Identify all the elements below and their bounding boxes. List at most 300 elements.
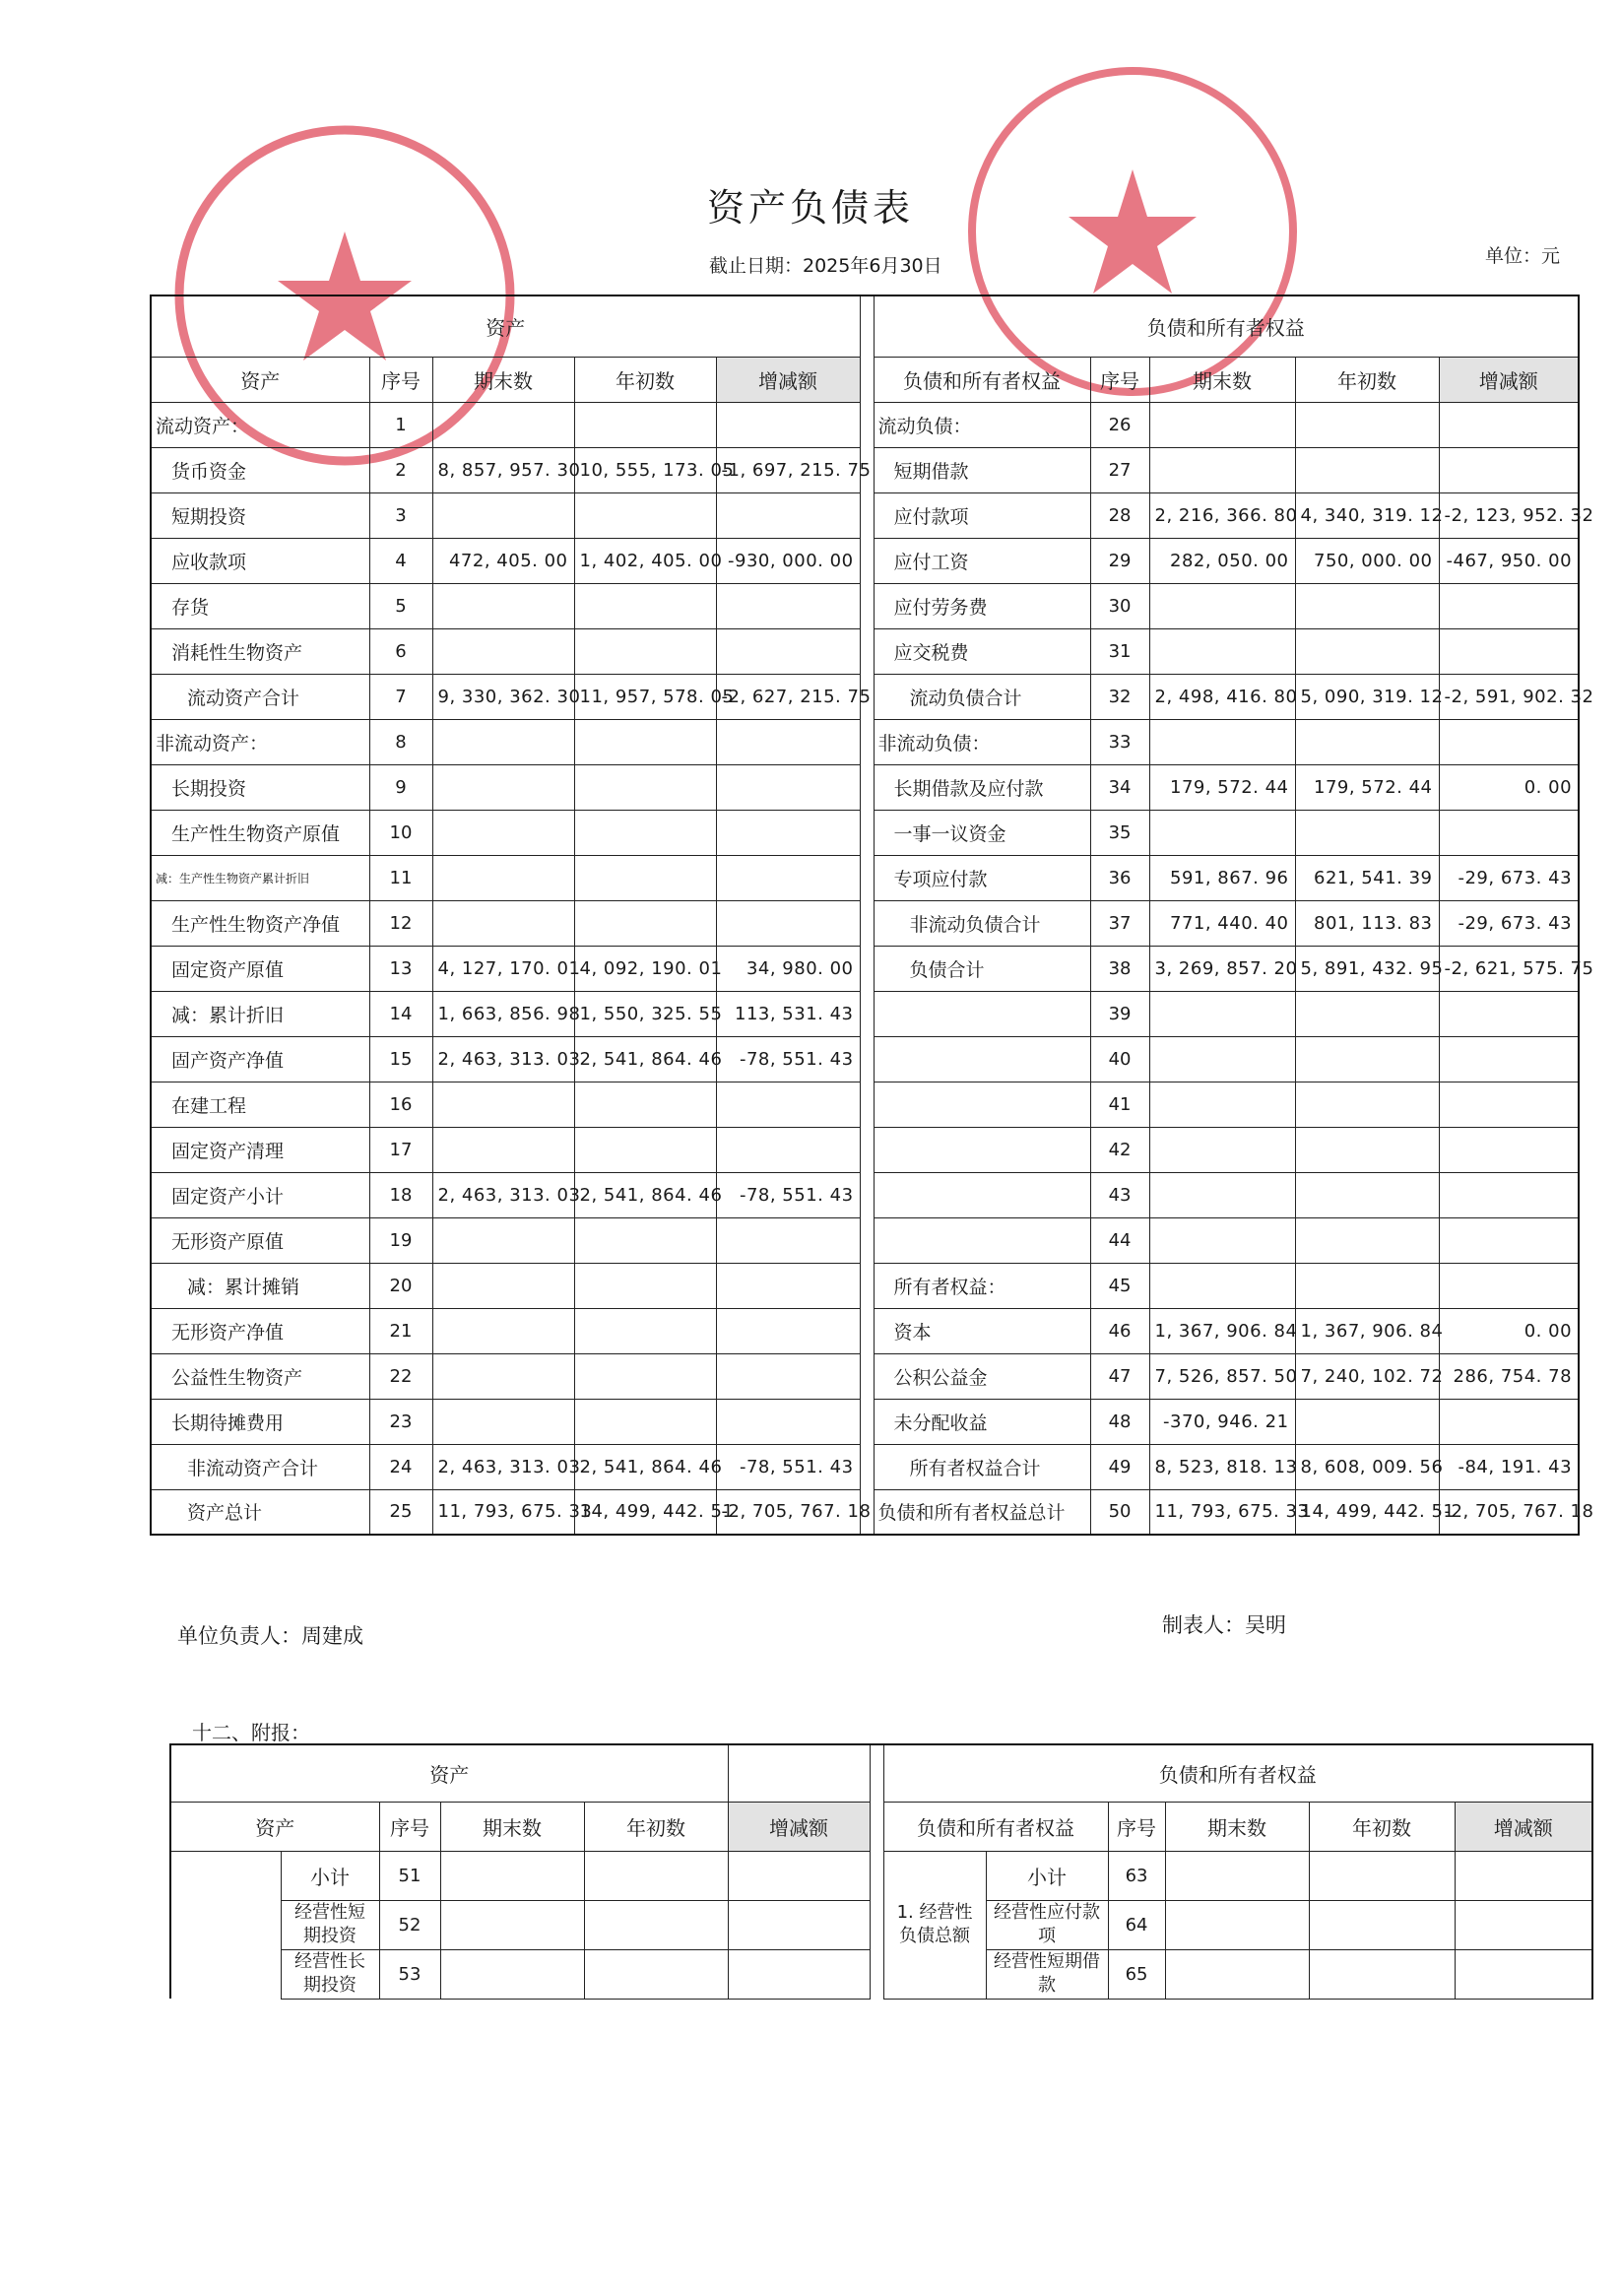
liab-end: 179, 572. 44 (1149, 764, 1295, 810)
asset-begin (574, 583, 716, 628)
supp-right-group: 1. 经营性负债总额 (883, 1851, 986, 1999)
asset-begin (574, 1217, 716, 1263)
asset-change (716, 1127, 860, 1172)
asset-change (716, 1353, 860, 1399)
asset-label: 固产资产净值 (151, 1036, 369, 1082)
asset-change: -2, 705, 767. 18 (716, 1489, 860, 1535)
asset-begin (574, 1399, 716, 1444)
liab-seq: 36 (1090, 855, 1149, 900)
liab-end: 3, 269, 857. 20 (1149, 946, 1295, 991)
supp-left-label: 小计 (281, 1851, 379, 1900)
liab-begin (1295, 1082, 1439, 1127)
liab-label: 短期借款 (874, 447, 1090, 492)
asset-label: 货币资金 (151, 447, 369, 492)
asset-begin: 11, 957, 578. 05 (574, 674, 716, 719)
liab-begin: 7, 240, 102. 72 (1295, 1353, 1439, 1399)
table-row (151, 810, 1579, 855)
asset-label: 消耗性生物资产 (151, 628, 369, 674)
liab-begin: 621, 541. 39 (1295, 855, 1439, 900)
table-row (151, 447, 1579, 492)
preparer: 制表人：吴明 (1162, 1613, 1286, 1637)
liab-change: -29, 673. 43 (1439, 900, 1579, 946)
asset-seq: 23 (369, 1399, 432, 1444)
liab-seq: 44 (1090, 1217, 1149, 1263)
asset-begin: 2, 541, 864. 46 (574, 1444, 716, 1489)
liab-begin (1295, 628, 1439, 674)
col-begin: 年初数 (1295, 357, 1439, 402)
asset-label: 短期投资 (151, 492, 369, 538)
asset-end (432, 764, 574, 810)
table-row (151, 1444, 1579, 1489)
liab-change: -84, 191. 43 (1439, 1444, 1579, 1489)
liab-begin: 179, 572. 44 (1295, 764, 1439, 810)
asset-end: 11, 793, 675. 33 (432, 1489, 574, 1535)
supp-right-label: 经营性短期借款 (986, 1949, 1108, 1999)
asset-seq: 25 (369, 1489, 432, 1535)
asset-end: 9, 330, 362. 30 (432, 674, 574, 719)
asset-end: 8, 857, 957. 30 (432, 447, 574, 492)
liab-change: -2, 123, 952. 32 (1439, 492, 1579, 538)
liab-change: -467, 950. 00 (1439, 538, 1579, 583)
asset-seq: 4 (369, 538, 432, 583)
supp-liab-group: 负债和所有者权益 (883, 1744, 1592, 1802)
liab-end (1149, 719, 1295, 764)
liab-end (1149, 1127, 1295, 1172)
liab-seq: 30 (1090, 583, 1149, 628)
liab-label: 应付款项 (874, 492, 1090, 538)
asset-begin (574, 1127, 716, 1172)
supp-col-change: 增减额 (728, 1802, 870, 1851)
liab-label: 公积公益金 (874, 1353, 1090, 1399)
asset-end (432, 719, 574, 764)
asset-seq: 15 (369, 1036, 432, 1082)
asset-label: 流动资产合计 (151, 674, 369, 719)
liab-begin (1295, 1263, 1439, 1308)
liab-label: 应付劳务费 (874, 583, 1090, 628)
asset-begin: 14, 499, 442. 51 (574, 1489, 716, 1535)
liab-begin (1295, 991, 1439, 1036)
liab-change (1439, 583, 1579, 628)
asset-seq: 1 (369, 402, 432, 447)
liab-seq: 50 (1090, 1489, 1149, 1535)
asset-change (716, 583, 860, 628)
supp-left-label: 经营性长期投资 (281, 1949, 379, 1999)
liab-begin (1295, 719, 1439, 764)
asset-end (432, 1082, 574, 1127)
asset-end (432, 402, 574, 447)
liab-seq: 43 (1090, 1172, 1149, 1217)
liab-begin: 1, 367, 906. 84 (1295, 1308, 1439, 1353)
supp-row (170, 1851, 1592, 1900)
liab-change: 0. 00 (1439, 764, 1579, 810)
liab-end: 282, 050. 00 (1149, 538, 1295, 583)
table-row (151, 1172, 1579, 1217)
asset-begin: 2, 541, 864. 46 (574, 1036, 716, 1082)
table-row (151, 1036, 1579, 1082)
liab-label (874, 1217, 1090, 1263)
supp-col-begin: 年初数 (584, 1802, 728, 1851)
liab-end (1149, 1172, 1295, 1217)
col-begin: 年初数 (574, 357, 716, 402)
liab-begin (1295, 1036, 1439, 1082)
asset-seq: 14 (369, 991, 432, 1036)
liab-end: 2, 216, 366. 80 (1149, 492, 1295, 538)
table-row (151, 1217, 1579, 1263)
liab-seq: 47 (1090, 1353, 1149, 1399)
liab-change (1439, 810, 1579, 855)
liab-change (1439, 991, 1579, 1036)
asset-end (432, 492, 574, 538)
balance-sheet-table (150, 295, 1594, 1536)
liab-end (1149, 991, 1295, 1036)
asset-end (432, 1263, 574, 1308)
asset-change (716, 402, 860, 447)
asset-begin: 10, 555, 173. 05 (574, 447, 716, 492)
table-row (151, 764, 1579, 810)
liab-begin: 750, 000. 00 (1295, 538, 1439, 583)
balance-sheet-rows (151, 402, 1594, 1535)
asset-change (716, 719, 860, 764)
liab-seq: 29 (1090, 538, 1149, 583)
asset-label: 固定资产小计 (151, 1172, 369, 1217)
liab-label: 负债合计 (874, 946, 1090, 991)
liab-change: -2, 591, 902. 32 (1439, 674, 1579, 719)
supp-col-end: 期末数 (1165, 1802, 1309, 1851)
asset-end: 2, 463, 313. 03 (432, 1036, 574, 1082)
liab-seq: 27 (1090, 447, 1149, 492)
asset-seq: 11 (369, 855, 432, 900)
asset-change (716, 1308, 860, 1353)
asset-end: 4, 127, 170. 01 (432, 946, 574, 991)
liab-seq: 46 (1090, 1308, 1149, 1353)
liab-label (874, 1172, 1090, 1217)
asset-end (432, 900, 574, 946)
liab-label: 应交税费 (874, 628, 1090, 674)
asset-end: 2, 463, 313. 03 (432, 1444, 574, 1489)
col-liab: 负债和所有者权益 (874, 357, 1090, 402)
asset-change: 34, 980. 00 (716, 946, 860, 991)
supp-col-end: 期末数 (440, 1802, 584, 1851)
asset-seq: 9 (369, 764, 432, 810)
supp-col-liab: 负债和所有者权益 (883, 1802, 1108, 1851)
asset-change (716, 1263, 860, 1308)
unit-leader: 单位负责人：周建成 (177, 1624, 363, 1648)
liab-end (1149, 583, 1295, 628)
asset-label: 存货 (151, 583, 369, 628)
liab-label: 负债和所有者权益总计 (874, 1489, 1090, 1535)
liab-change: -2, 705, 767. 18 (1439, 1489, 1579, 1535)
liab-change: -29, 673. 43 (1439, 855, 1579, 900)
asset-label: 非流动资产： (151, 719, 369, 764)
liab-seq: 28 (1090, 492, 1149, 538)
liab-label: 非流动负债合计 (874, 900, 1090, 946)
supp-col-seq: 序号 (379, 1802, 440, 1851)
table-row (151, 1263, 1579, 1308)
liab-seq: 26 (1090, 402, 1149, 447)
liab-end (1149, 1036, 1295, 1082)
table-row (151, 900, 1579, 946)
liab-change (1439, 1127, 1579, 1172)
asset-change (716, 1082, 860, 1127)
liab-label: 流动负债： (874, 402, 1090, 447)
liab-label: 所有者权益： (874, 1263, 1090, 1308)
table-row (151, 628, 1579, 674)
liab-group-header: 负债和所有者权益 (874, 295, 1579, 357)
col-seq: 序号 (1090, 357, 1149, 402)
asset-seq: 21 (369, 1308, 432, 1353)
table-row (151, 1127, 1579, 1172)
asset-begin (574, 900, 716, 946)
liab-change: 0. 00 (1439, 1308, 1579, 1353)
supp-right-label: 经营性应付款项 (986, 1900, 1108, 1949)
asset-end (432, 1308, 574, 1353)
supp-col-asset: 资产 (170, 1802, 379, 1851)
page-title: 资产负债表 (706, 186, 914, 230)
column-header-row (151, 357, 1579, 402)
asset-change: -2, 627, 215. 75 (716, 674, 860, 719)
asset-begin (574, 402, 716, 447)
supp-col-change: 增减额 (1455, 1802, 1592, 1851)
asset-begin (574, 1263, 716, 1308)
liab-end (1149, 1217, 1295, 1263)
asset-end: 472, 405. 00 (432, 538, 574, 583)
liab-end: 8, 523, 818. 13 (1149, 1444, 1295, 1489)
asset-seq: 22 (369, 1353, 432, 1399)
liab-seq: 34 (1090, 764, 1149, 810)
liab-end: 2, 498, 416. 80 (1149, 674, 1295, 719)
asset-seq: 10 (369, 810, 432, 855)
asset-label: 无形资产净值 (151, 1308, 369, 1353)
liab-seq: 48 (1090, 1399, 1149, 1444)
liab-seq: 33 (1090, 719, 1149, 764)
asset-change (716, 1399, 860, 1444)
asset-begin (574, 1308, 716, 1353)
liab-end: 1, 367, 906. 84 (1149, 1308, 1295, 1353)
asset-change: -78, 551. 43 (716, 1036, 860, 1082)
asset-label: 固定资产原值 (151, 946, 369, 991)
asset-end (432, 1353, 574, 1399)
liab-end (1149, 1082, 1295, 1127)
liab-end (1149, 810, 1295, 855)
liab-change (1439, 1172, 1579, 1217)
asset-begin (574, 855, 716, 900)
liab-seq: 49 (1090, 1444, 1149, 1489)
asset-begin: 1, 402, 405. 00 (574, 538, 716, 583)
asset-change (716, 628, 860, 674)
liab-end (1149, 628, 1295, 674)
asset-seq: 16 (369, 1082, 432, 1127)
liab-begin (1295, 1127, 1439, 1172)
table-row (151, 1353, 1579, 1399)
liab-end: 7, 526, 857. 50 (1149, 1353, 1295, 1399)
supp-assets-group: 资产 (170, 1744, 728, 1802)
asset-label: 长期待摊费用 (151, 1399, 369, 1444)
asset-seq: 6 (369, 628, 432, 674)
currency-unit: 单位：元 (1485, 245, 1561, 267)
liab-begin (1295, 810, 1439, 855)
asset-seq: 8 (369, 719, 432, 764)
asset-label: 生产性生物资产原值 (151, 810, 369, 855)
table-row (151, 1308, 1579, 1353)
table-row (151, 583, 1579, 628)
asset-change (716, 764, 860, 810)
asset-label: 长期投资 (151, 764, 369, 810)
cutoff-date: 截止日期：2025年6月30日 (709, 255, 942, 277)
supp-row (170, 1949, 1592, 1999)
col-change: 增减额 (716, 357, 860, 402)
liab-seq: 41 (1090, 1082, 1149, 1127)
asset-end (432, 1127, 574, 1172)
asset-change (716, 1217, 860, 1263)
liab-change: 286, 754. 78 (1439, 1353, 1579, 1399)
liab-begin: 4, 340, 319. 12 (1295, 492, 1439, 538)
liab-begin: 5, 090, 319. 12 (1295, 674, 1439, 719)
asset-seq: 13 (369, 946, 432, 991)
table-row (151, 492, 1579, 538)
asset-begin: 2, 541, 864. 46 (574, 1172, 716, 1217)
asset-label: 生产性生物资产净值 (151, 900, 369, 946)
asset-label: 流动资产： (151, 402, 369, 447)
asset-end: 1, 663, 856. 98 (432, 991, 574, 1036)
liab-change (1439, 1082, 1579, 1127)
col-end: 期末数 (432, 357, 574, 402)
asset-seq: 2 (369, 447, 432, 492)
liab-end: -370, 946. 21 (1149, 1399, 1295, 1444)
asset-seq: 7 (369, 674, 432, 719)
table-row (151, 538, 1579, 583)
liab-end: 11, 793, 675. 33 (1149, 1489, 1295, 1535)
asset-begin (574, 1353, 716, 1399)
liab-seq: 40 (1090, 1036, 1149, 1082)
asset-label: 应收款项 (151, 538, 369, 583)
table-row (151, 991, 1579, 1036)
asset-change (716, 900, 860, 946)
supp-left-seq: 53 (379, 1949, 440, 1999)
liab-begin (1295, 1399, 1439, 1444)
table-row (151, 1399, 1579, 1444)
asset-change (716, 492, 860, 538)
asset-begin (574, 1082, 716, 1127)
supp-right-seq: 64 (1108, 1900, 1165, 1949)
liab-label: 专项应付款 (874, 855, 1090, 900)
liab-change (1439, 719, 1579, 764)
asset-label: 无形资产原值 (151, 1217, 369, 1263)
supp-col-begin: 年初数 (1309, 1802, 1455, 1851)
liab-end (1149, 447, 1295, 492)
liab-label: 未分配收益 (874, 1399, 1090, 1444)
liab-label: 所有者权益合计 (874, 1444, 1090, 1489)
liab-begin (1295, 1172, 1439, 1217)
liab-seq: 32 (1090, 674, 1149, 719)
liab-change (1439, 447, 1579, 492)
liab-label (874, 1036, 1090, 1082)
liab-change (1439, 1036, 1579, 1082)
asset-label: 固定资产清理 (151, 1127, 369, 1172)
liab-end: 771, 440. 40 (1149, 900, 1295, 946)
col-change: 增减额 (1439, 357, 1579, 402)
asset-seq: 5 (369, 583, 432, 628)
asset-change: 113, 531. 43 (716, 991, 860, 1036)
liab-change (1439, 1217, 1579, 1263)
liab-label: 资本 (874, 1308, 1090, 1353)
supp-right-seq: 65 (1108, 1949, 1165, 1999)
supp-row (170, 1900, 1592, 1949)
assets-group-header: 资产 (151, 295, 860, 357)
table-row (151, 402, 1579, 447)
liab-end (1149, 402, 1295, 447)
asset-begin (574, 492, 716, 538)
asset-change: -78, 551. 43 (716, 1444, 860, 1489)
asset-begin: 1, 550, 325. 55 (574, 991, 716, 1036)
liab-seq: 38 (1090, 946, 1149, 991)
supp-right-seq: 63 (1108, 1851, 1165, 1900)
asset-change: -1, 697, 215. 75 (716, 447, 860, 492)
asset-seq: 19 (369, 1217, 432, 1263)
supplement-title: 十二、附报： (192, 1721, 310, 1744)
liab-change (1439, 1263, 1579, 1308)
table-row (151, 1082, 1579, 1127)
asset-begin: 4, 092, 190. 01 (574, 946, 716, 991)
table-row (151, 1489, 1579, 1535)
asset-seq: 12 (369, 900, 432, 946)
liab-begin: 14, 499, 442. 51 (1295, 1489, 1439, 1535)
liab-label: 非流动负债： (874, 719, 1090, 764)
asset-seq: 20 (369, 1263, 432, 1308)
asset-end (432, 583, 574, 628)
liab-change (1439, 1399, 1579, 1444)
liab-seq: 31 (1090, 628, 1149, 674)
liab-begin: 801, 113. 83 (1295, 900, 1439, 946)
asset-change (716, 855, 860, 900)
supp-left-seq: 52 (379, 1900, 440, 1949)
asset-seq: 24 (369, 1444, 432, 1489)
asset-end (432, 810, 574, 855)
table-row (151, 719, 1579, 764)
table-row (151, 674, 1579, 719)
supp-left-label: 经营性短期投资 (281, 1900, 379, 1949)
liab-label: 长期借款及应付款 (874, 764, 1090, 810)
liab-change (1439, 628, 1579, 674)
liab-seq: 45 (1090, 1263, 1149, 1308)
asset-label: 减：累计摊销 (151, 1263, 369, 1308)
liab-end: 591, 867. 96 (1149, 855, 1295, 900)
liab-begin (1295, 583, 1439, 628)
supp-right-label: 小计 (986, 1851, 1108, 1900)
asset-begin (574, 719, 716, 764)
asset-end: 2, 463, 313. 03 (432, 1172, 574, 1217)
asset-change: -78, 551. 43 (716, 1172, 860, 1217)
liab-seq: 42 (1090, 1127, 1149, 1172)
liab-seq: 35 (1090, 810, 1149, 855)
liab-seq: 37 (1090, 900, 1149, 946)
asset-end (432, 1217, 574, 1263)
asset-label: 资产总计 (151, 1489, 369, 1535)
liab-change: -2, 621, 575. 75 (1439, 946, 1579, 991)
liab-begin (1295, 402, 1439, 447)
col-seq: 序号 (369, 357, 432, 402)
liab-change (1439, 402, 1579, 447)
liab-label: 流动负债合计 (874, 674, 1090, 719)
asset-begin (574, 810, 716, 855)
asset-begin (574, 764, 716, 810)
liab-label: 一事一议资金 (874, 810, 1090, 855)
supplement-table (169, 1743, 1593, 2000)
col-asset: 资产 (151, 357, 369, 402)
asset-end (432, 628, 574, 674)
asset-label: 在建工程 (151, 1082, 369, 1127)
asset-label: 减：累计折旧 (151, 991, 369, 1036)
asset-seq: 3 (369, 492, 432, 538)
